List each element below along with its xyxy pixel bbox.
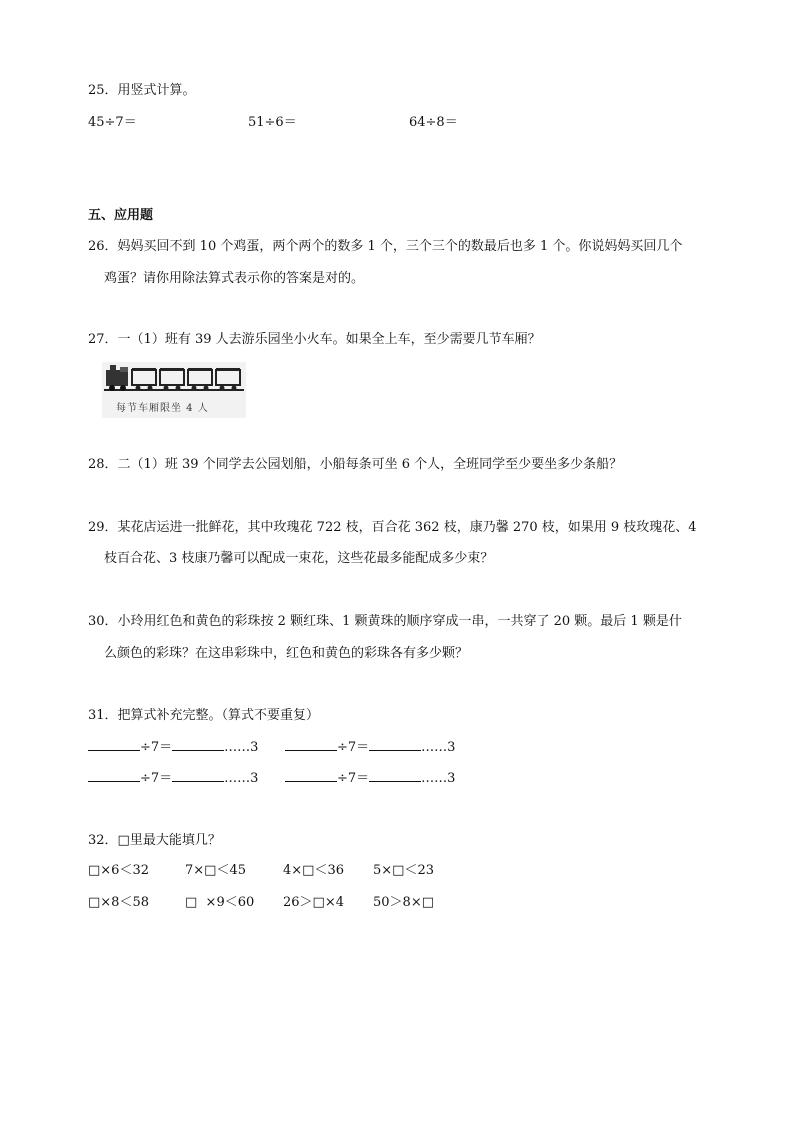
- q31-equation-3: [88, 769, 258, 788]
- section-heading: 五、应用题: [88, 208, 154, 223]
- q25-expr-1: 45÷7＝: [88, 115, 137, 130]
- q29-line-2: 枝百合花、3 枝康乃馨可以配成一束花，这些花最多能配成多少束？: [104, 551, 494, 566]
- answer-blank[interactable]: [88, 738, 140, 751]
- train-image: [102, 362, 246, 418]
- q26-line-2: 鸡蛋？请你用除法算式表示你的答案是对的。: [104, 271, 365, 286]
- remainder-text: ……3: [224, 771, 259, 786]
- divide-text: ÷7＝: [337, 771, 370, 786]
- remainder-text: ……3: [421, 740, 456, 755]
- q31-title: 31．把算式补充完整。（算式不要重复）: [88, 708, 320, 723]
- q32-r2-c2: □ ×9＜60: [185, 895, 255, 910]
- remainder-text: ……3: [224, 740, 259, 755]
- q30-line-2: 么颜色的彩珠？在这串彩珠中，红色和黄色的彩珠各有多少颗？: [104, 646, 469, 661]
- q32-title: 32．□里最大能填几？: [88, 833, 221, 848]
- q32-r2-c4: 50＞8×□: [373, 895, 434, 910]
- q30-line-1: 30．小玲用红色和黄色的彩珠按 2 颗红珠、1 颗黄珠的顺序穿成一串，一共穿了 20 颗。最后 1 颗是什: [88, 614, 682, 629]
- divide-text: ÷7＝: [140, 740, 173, 755]
- q25-expr-3: 64÷8＝: [409, 115, 458, 130]
- q32-r2-c3: 26＞□×4: [283, 895, 344, 910]
- q27-line-1: 27．一（1）班有 39 人去游乐园坐小火车。如果全上车，至少需要几节车厢？: [88, 332, 541, 347]
- q32-r1-c4: 5×□＜23: [373, 863, 434, 878]
- q25-title: 25．用竖式计算。: [88, 83, 196, 98]
- q26-line-1: 26．妈妈买回不到 10 个鸡蛋，两个两个的数多 1 个，三个三个的数最后也多 1 个。你说妈妈买回几个: [88, 239, 683, 254]
- answer-blank[interactable]: [369, 738, 421, 751]
- q25-expr-2: 51÷6＝: [248, 115, 297, 130]
- q31-equation-4: [285, 769, 455, 788]
- q32-r1-c2: 7×□＜45: [185, 863, 246, 878]
- remainder-text: ……3: [421, 771, 456, 786]
- train-icon: [102, 362, 246, 396]
- q29-line-1: 29．某花店运进一批鲜花，其中玫瑰花 722 枝，百合花 362 枝，康乃馨 270 枝，如果用 9 枝玫瑰花、4: [88, 520, 697, 535]
- divide-text: ÷7＝: [337, 740, 370, 755]
- answer-blank[interactable]: [172, 769, 224, 782]
- answer-blank[interactable]: [285, 738, 337, 751]
- answer-blank[interactable]: [285, 769, 337, 782]
- answer-blank[interactable]: [88, 769, 140, 782]
- divide-text: ÷7＝: [140, 771, 173, 786]
- answer-blank[interactable]: [369, 769, 421, 782]
- train-caption: 每节车厢限坐 4 人: [116, 403, 209, 414]
- q31-equation-2: [285, 738, 455, 757]
- q31-equation-1: [88, 738, 258, 757]
- q32-r2-c1: □×8＜58: [88, 895, 149, 910]
- q32-r1-c1: □×6＜32: [88, 863, 149, 878]
- q28-line-1: 28．二（1）班 39 个同学去公园划船，小船每条可坐 6 个人，全班同学至少要坐多少条船？: [88, 457, 623, 472]
- answer-blank[interactable]: [172, 738, 224, 751]
- q32-r1-c3: 4×□＜36: [283, 863, 344, 878]
